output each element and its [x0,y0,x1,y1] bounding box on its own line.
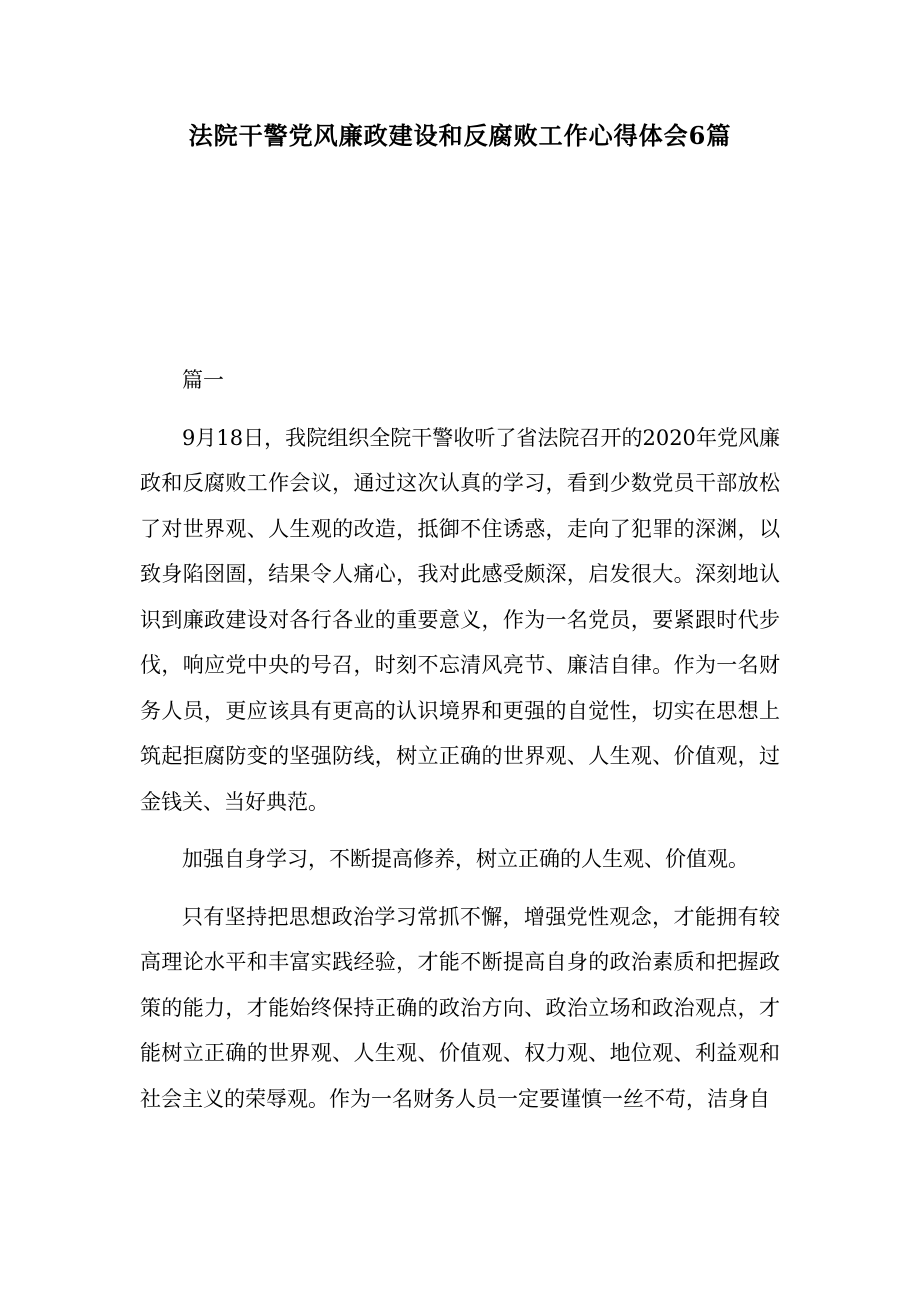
paragraph-3: 只有坚持把思想政治学习常抓不懈，增强党性观念，才能拥有较高理论水平和丰富实践经验，才能不断提高自身的政治素质和把握政策的能力，才能始终保持正确的政治方向、政治立场和政治观点，才能树立正确的世界观、人生观、价值观、权力观、地位观、利益观和社会主义的荣辱观。作为一名财务人员一定要谨慎一丝不苟，洁身自 [140,904,780,1111]
document-body [140,358,780,1134]
document-title: 法院干警党风廉政建设和反腐败工作心得体会6篇 [188,121,732,150]
paragraph-2: 加强自身学习，不断提高修养，树立正确的人生观、价值观。 [182,847,749,871]
section-heading: 篇一 [182,368,224,392]
paragraph-1: 9月18日，我院组织全院干警收听了省法院召开的2020年党风廉政和反腐败工作会议，通过这次认真的学习，看到少数党员干部放松了对世界观、人生观的改造，抵御不住诱惑，走向了犯罪的深渊，以致身陷囹圄，结果令人痛心，我对此感受颇深，启发很大。深刻地认识到廉政建设对各行各业的重要意义，作为一名党员，要紧跟时代步伐，响应党中央的号召，时刻不忘清风亮节、廉洁自律。作为一名财务人员，更应该具有更高的认识境界和更强的自觉性，切实在思想上筑起拒腐防变的坚强防线，树立正确的世界观、人生观、价值观，过金钱关、当好典范。 [140,425,780,814]
